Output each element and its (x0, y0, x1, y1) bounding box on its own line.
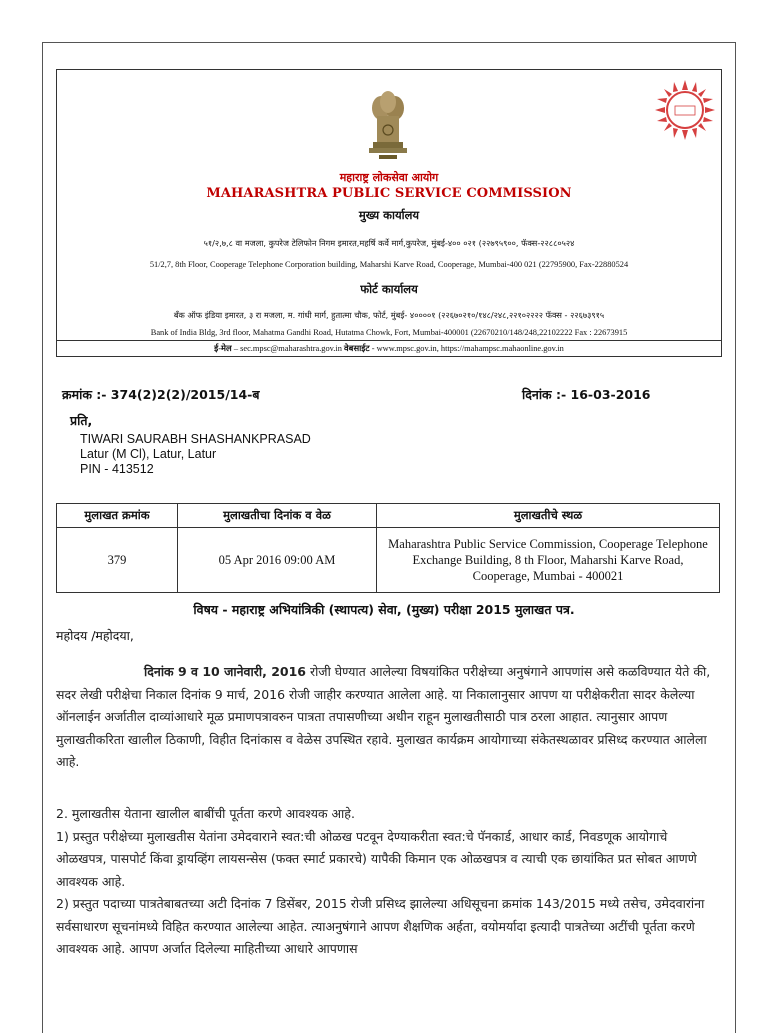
head-office-address-english: 51/2,7, 8th Floor, Cooperage Telephone Corporation building, Maharshi Karve Road, Cooperage, Mumbai-400 021 (22795900, Fax-22880524 (149, 260, 629, 269)
recipient-city: Latur (M Cl), Latur, Latur (80, 447, 217, 461)
paragraph-1 (56, 661, 720, 774)
letterhead (56, 69, 722, 357)
interview-schedule-table (56, 503, 720, 593)
interview-datetime: 05 Apr 2016 09:00 AM (178, 528, 377, 593)
email-label: ई-मेल (214, 344, 232, 353)
paragraph-2 (56, 803, 720, 961)
interview-venue: Maharashtra Public Service Commission, Cooperage Telephone Exchange Building, 8 th Floor, Maharshi Karve Road, Cooperage, Mumbai - 400021 (377, 528, 720, 593)
ashoka-emblem-icon (365, 80, 411, 162)
recipient-pin: PIN - 413512 (80, 462, 154, 476)
email-link[interactable]: – sec.mpsc@maharashtra.gov.in (233, 344, 342, 353)
commission-title-english: MAHARASHTRA PUBLIC SERVICE COMMISSION (206, 186, 572, 201)
fort-office-address-english: Bank of India Bldg, 3rd floor, Mahatma Gandhi Road, Hutatma Chowk, Fort, Mumbai-400001 (22670210/148/248,22102222 Fax : 22673915 (150, 328, 628, 337)
table-row (57, 528, 720, 593)
fort-office-label: फोर्ट कार्यालय (360, 282, 418, 296)
recipient-name: TIWARI SAURABH SHASHANKPRASAD (80, 432, 311, 446)
subject-line: विषय - महाराष्ट्र अभियांत्रिकी (स्थापत्य) सेवा, (मुख्य) परीक्षा 2015 मुलाखत पत्र. (193, 602, 575, 617)
fort-office-address-marathi: बँक ऑफ इंडिया इमारत, ३ रा मजला, म. गांधी मार्ग, हुतात्मा चौक, फोर्ट, मुंबई- ४००००१ (२२६७०२१०/१४८/२४८,२२१०२२२२ फॅक्स - २२६७३९१५ (173, 310, 605, 320)
interview-number: 379 (57, 528, 178, 593)
mpsc-logo-icon (653, 78, 717, 142)
paragraph-1-text: रोजी घेण्यात आलेल्या विषयांकित परीक्षेच्या अनुषंगाने आपणांस असे कळविण्यात येते की, सदर लेखी परीक्षेचा निकाल दिनांक 9 मार्च, 2016 रोजी जाहीर करण्यात आलेला आहे. या निकालानुसार आपण या परीक्षेकरीता सादर केलेल्या ऑनलाईन अर्जातील दाव्यांआधारे मूळ प्रमाणपत्रावरुन पात्रता तपासणीच्या अधीन राहून मुलाखतीसाठी पात्र ठरला आहात. त्यानुसार आपण मुलाखतीकरिता खालील ठिकाणी, विहीत दिनांकास व वेळेस उपस्थित रहावे. मुलाखत कार्यक्रम आयोगाच्या संकेतस्थळावर प्रसिध्द करण्यात आलेला आहे. (56, 664, 711, 769)
website-label: वेबसाईट (344, 344, 370, 353)
requirement-1: 1) प्रस्तुत परीक्षेच्या मुलाखतीस येतांना उमेदवाराने स्वत:ची ओळख पटवून देण्याकरीता स्वत:चे पॅनकार्ड, आधार कार्ड, निवडणूक आयोगाचे ओळखपत्र, पासपोर्ट किंवा ड्रायव्हिंग लायसन्सेस (फक्त स्मार्ट प्रकारचे) यापैकी किमान एक ओळखपत्र व त्याची एक छायांकित प्रत सोबत आणणे आवश्यक आहे. (56, 828, 697, 889)
requirements-intro: 2. मुलाखतीस येताना खालील बाबींची पूर्तता करणे आवश्यक आहे. (56, 806, 355, 821)
commission-title-marathi: महाराष्ट्र लोकसेवा आयोग (339, 171, 439, 184)
exam-dates: दिनांक 9 व 10 जानेवारी, 2016 (144, 664, 306, 679)
requirement-2: 2) प्रस्तुत पदाच्या पात्रतेबाबतच्या अटी दिनांक 7 डिसेंबर, 2015 रोजी प्रसिध्द झालेल्या अधिसूचना क्रमांक 143/2015 मध्ये तसेच, उमेदवारांना सर्वसाधारण सूचनांमध्ये विहित करण्यात आलेल्या आहेत. त्याअनुषंगाने आपण शैक्षणिक अर्हता, वयोमर्यादा इत्यादी पात्रतेच्या अटींची पूर्तता करणे आवश्यक आहे. आपण अर्जात दिलेल्या माहितीच्या आधारे आपणास (56, 896, 705, 956)
head-office-label: मुख्य कार्यालय (358, 208, 420, 222)
recipient-address (80, 432, 311, 477)
header-interview-venue: मुलाखतीचे स्थळ (377, 504, 720, 528)
salutation: महोदय /महोदया, (56, 628, 134, 643)
reference-number: क्रमांक :- 374(2)2(2)/2015/14-ब (62, 387, 260, 402)
to-label: प्रति, (70, 413, 93, 428)
head-office-address-marathi: ५१/२,७,८ वा मजला, कुपरेज टेलिफोन निगम इमारत,महर्षि कर्वे मार्ग,कुपरेज, मुंबई-४०० ०२१ (२२७९५९००, फॅक्स-२२८८०५२४ (203, 238, 575, 248)
table-header-row (57, 504, 720, 528)
header-interview-datetime: मुलाखतीचा दिनांक व वेळ (178, 504, 377, 528)
header-interview-number: मुलाखत क्रमांक (57, 504, 178, 528)
letter-date: दिनांक :- 16-03-2016 (522, 387, 651, 402)
contact-row (57, 340, 721, 357)
website-link[interactable]: - www.mpsc.gov.in, https://mahampsc.mahaonline.gov.in (371, 344, 564, 353)
